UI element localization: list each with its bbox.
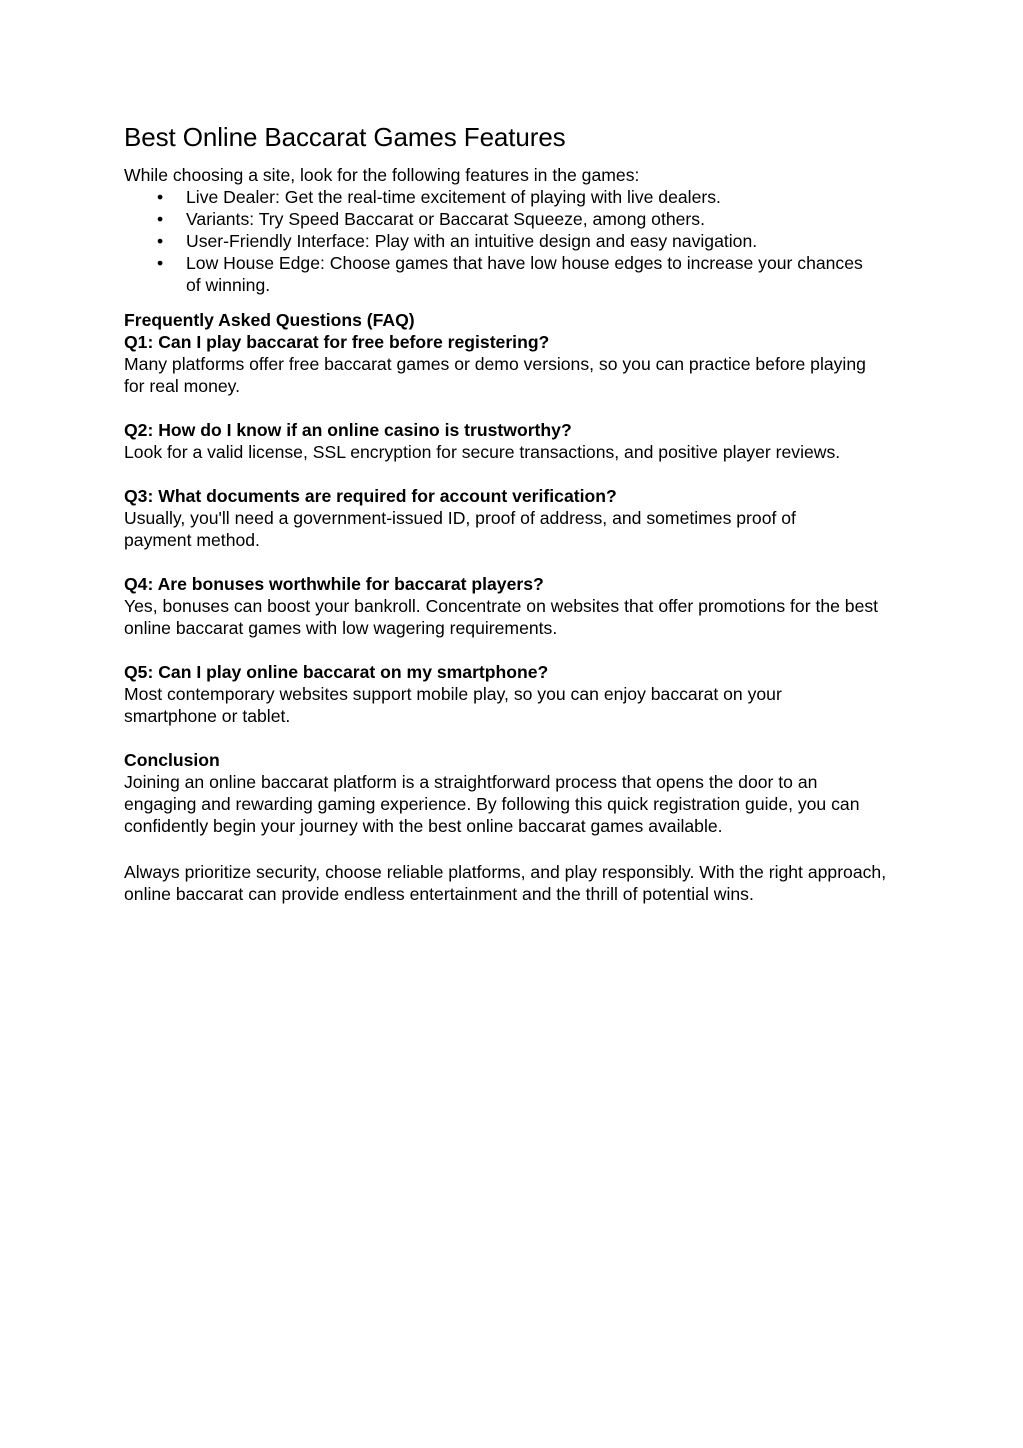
- faq-item: [124, 485, 914, 551]
- faq-question: Q1: Can I play baccarat for free before registering?: [124, 332, 550, 352]
- list-item: [124, 230, 914, 252]
- feature-text: Live Dealer: Get the real-time excitement of playing with live dealers.: [186, 187, 721, 207]
- faq-answer: Usually, you'll need a government-issued ID, proof of address, and sometimes proof of payment method.: [124, 508, 796, 550]
- bullet-icon: •: [157, 209, 164, 229]
- faq-item: [124, 331, 914, 397]
- list-item: [124, 208, 914, 230]
- page-title: Best Online Baccarat Games Features: [124, 122, 566, 152]
- faq-item: [124, 419, 914, 463]
- feature-text: User-Friendly Interface: Play with an intuitive design and easy navigation.: [186, 231, 758, 251]
- conclusion-paragraph: Always prioritize security, choose reliable platforms, and play responsibly. With the right approach, online baccarat can provide endless entertainment and the thrill of potential wins.: [124, 862, 887, 904]
- intro-text: While choosing a site, look for the following features in the games:: [124, 165, 640, 185]
- feature-text: Variants: Try Speed Baccarat or Baccarat Squeeze, among others.: [186, 209, 705, 229]
- faq-answer: Look for a valid license, SSL encryption for secure transactions, and positive player reviews.: [124, 442, 841, 462]
- bullet-icon: •: [157, 187, 164, 207]
- conclusion-paragraph: Joining an online baccarat platform is a straightforward process that opens the door to an engaging and rewarding gaming experience. By following this quick registration guide, you can confidently begin your journey with the best online baccarat games available.: [124, 772, 860, 836]
- faq-answer: Most contemporary websites support mobile play, so you can enjoy baccarat on your smartphone or tablet.: [124, 684, 782, 726]
- faq-question: Q5: Can I play online baccarat on my smartphone?: [124, 662, 549, 682]
- list-item: [124, 186, 914, 208]
- faq-item: [124, 661, 914, 727]
- faq-heading: Frequently Asked Questions (FAQ): [124, 310, 415, 330]
- faq-answer: Yes, bonuses can boost your bankroll. Concentrate on websites that offer promotions for the best online baccarat games with low wagering requirements.: [124, 596, 879, 638]
- bullet-icon: •: [157, 253, 164, 273]
- faq-question: Q3: What documents are required for account verification?: [124, 486, 617, 506]
- features-list: [124, 186, 914, 296]
- faq-item: [124, 573, 914, 639]
- feature-text: Low House Edge: Choose games that have low house edges to increase your chances of winning.: [186, 253, 863, 295]
- document-page: [124, 120, 914, 905]
- faq-question: Q4: Are bonuses worthwhile for baccarat players?: [124, 574, 544, 594]
- bullet-icon: •: [157, 231, 164, 251]
- faq-answer: Many platforms offer free baccarat games or demo versions, so you can practice before playing for real money.: [124, 354, 866, 396]
- faq-question: Q2: How do I know if an online casino is trustworthy?: [124, 420, 572, 440]
- list-item: [124, 252, 914, 296]
- conclusion-heading: Conclusion: [124, 750, 220, 770]
